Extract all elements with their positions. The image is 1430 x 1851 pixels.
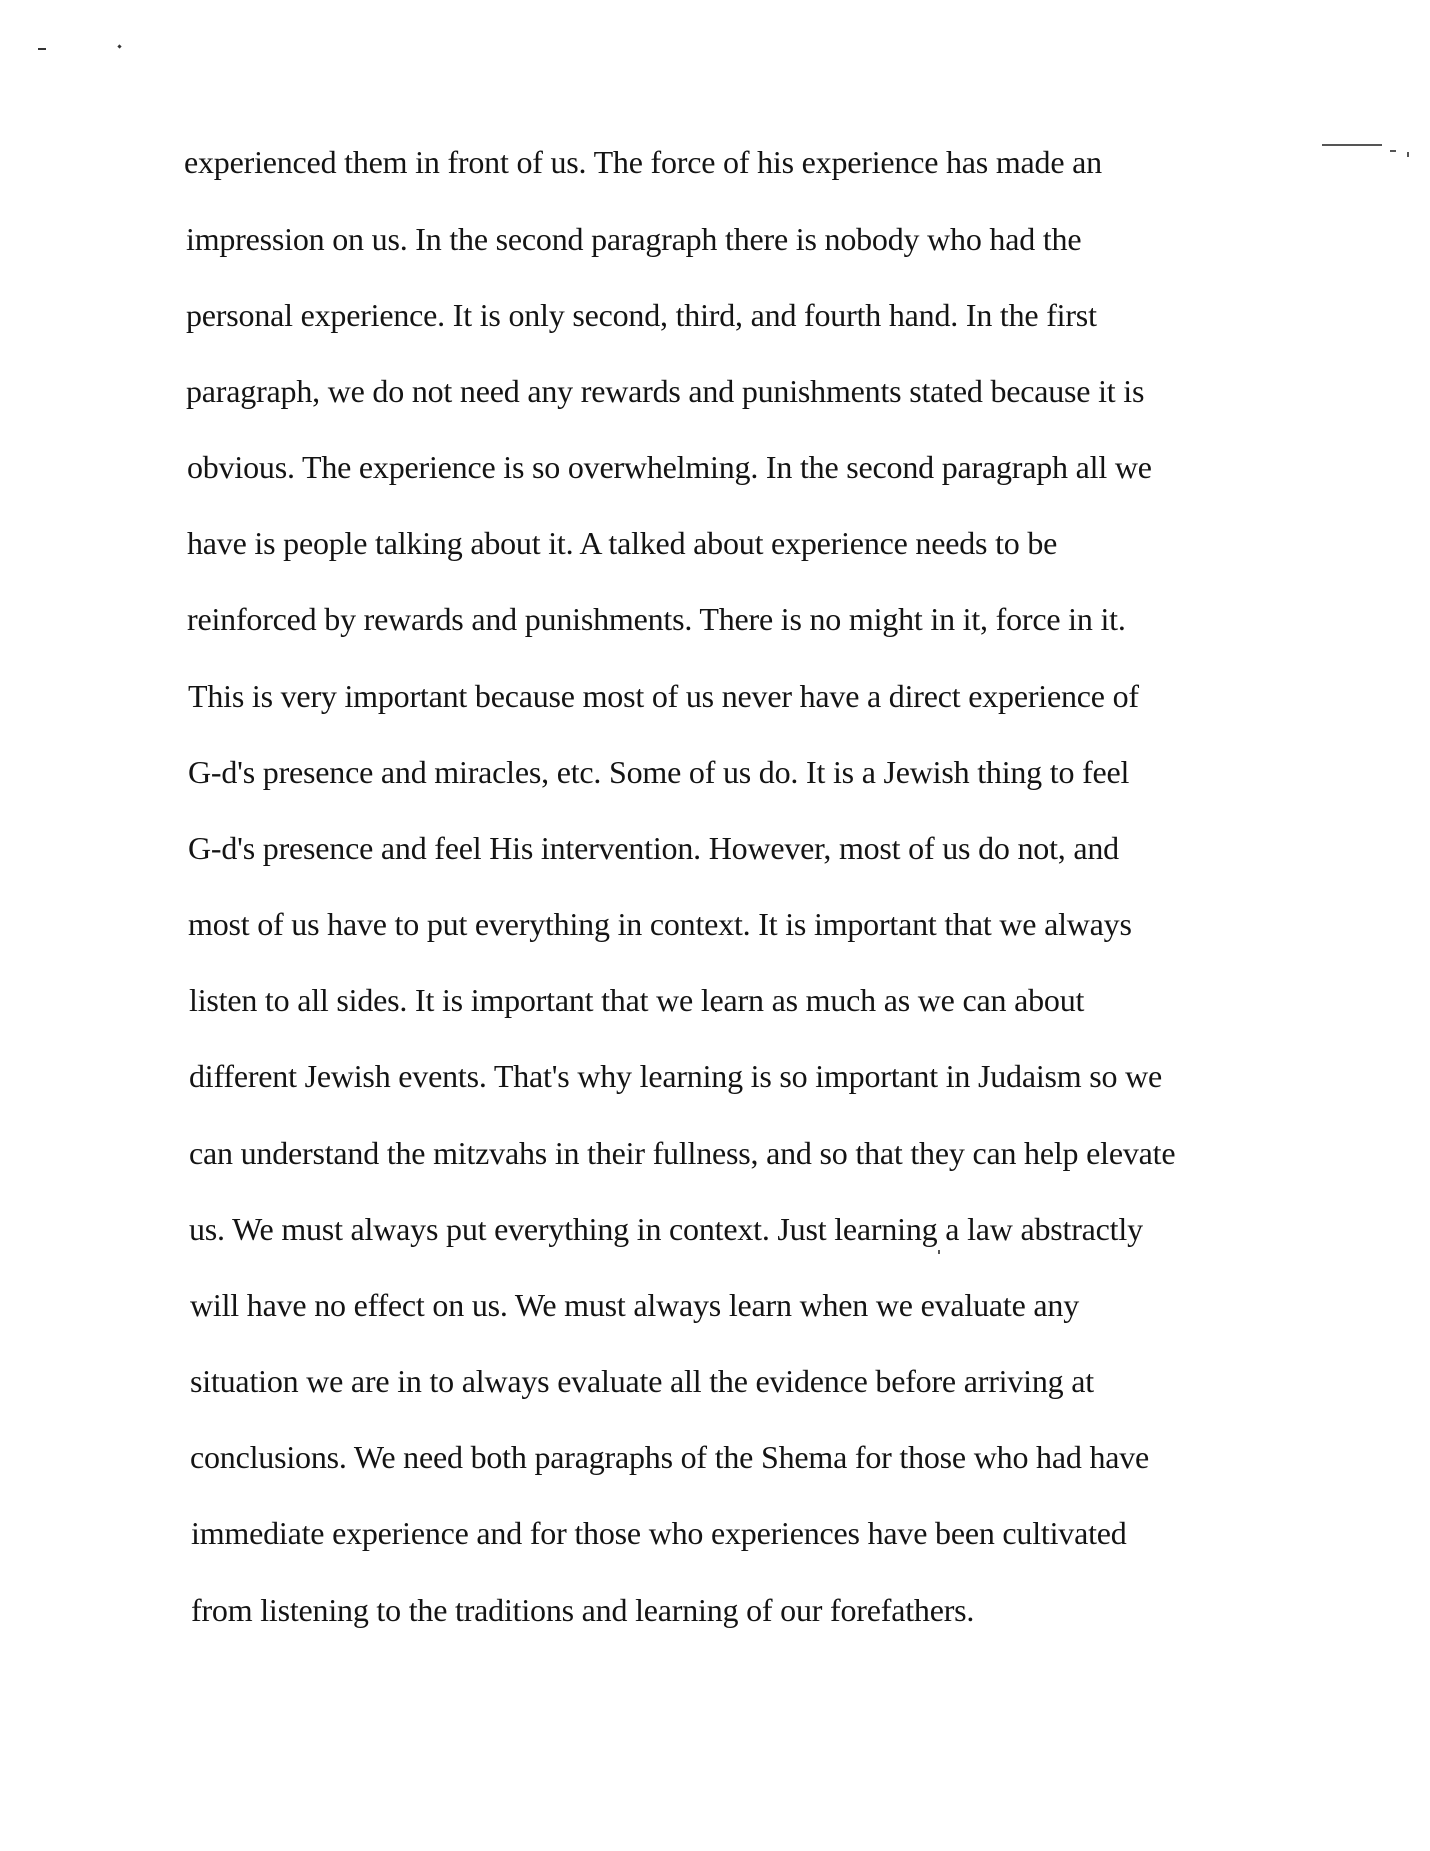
scan-mark [938,1250,940,1254]
text-line: different Jewish events. That's why learning is so important in Judaism so we [189,1058,1163,1094]
text-line: have is people talking about it. A talked about experience needs to be [187,525,1058,561]
text-line: from listening to the traditions and learning of our forefathers. [191,1592,975,1628]
text-line: This is very important because most of us never have a direct experience of [188,678,1139,714]
text-line: reinforced by rewards and punishments. There is no might in it, force in it. [187,601,1126,637]
text-line: situation we are in to always evaluate all the evidence before arriving at [190,1363,1094,1399]
text-line: personal experience. It is only second, third, and fourth hand. In the first [186,297,1097,333]
scan-mark [117,44,121,48]
text-line: paragraph, we do not need any rewards and punishments stated because it is [186,373,1145,409]
text-line: us. We must always put everything in context. Just learning a law abstractly [189,1211,1143,1247]
scan-mark [1322,144,1382,146]
text-line: immediate experience and for those who experiences have been cultivated [191,1515,1127,1551]
text-line: G-d's presence and feel His intervention. However, most of us do not, and [188,830,1119,866]
text-line: G-d's presence and miracles, etc. Some of us do. It is a Jewish thing to feel [188,754,1130,790]
text-line: conclusions. We need both paragraphs of the Shema for those who had have [190,1439,1150,1475]
text-line: impression on us. In the second paragraph there is nobody who had the [186,221,1082,257]
scan-mark [38,48,46,50]
scan-mark [1390,150,1396,152]
text-line: experienced them in front of us. The force of his experience has made an [184,144,1102,180]
text-line: will have no effect on us. We must always learn when we evaluate any [190,1287,1080,1323]
text-line: can understand the mitzvahs in their fullness, and so that they can help elevate [189,1135,1176,1171]
text-line: listen to all sides. It is important that we learn as much as we can about [189,982,1085,1018]
text-line: obvious. The experience is so overwhelming. In the second paragraph all we [187,449,1152,485]
scan-mark [1407,152,1409,157]
text-line: most of us have to put everything in context. It is important that we always [188,906,1132,942]
